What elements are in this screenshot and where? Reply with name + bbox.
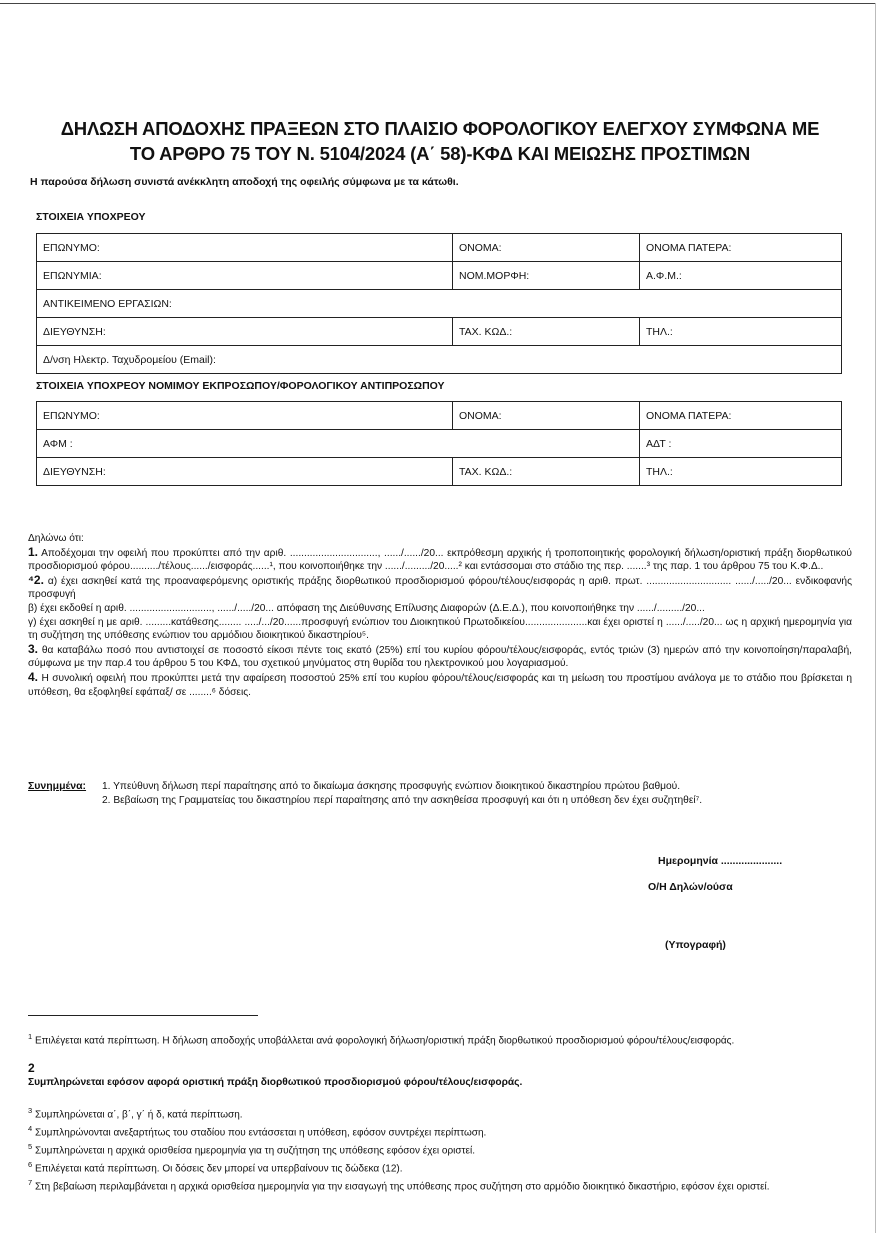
father-name-field[interactable]: ΟΝΟΜΑ ΠΑΤΕΡΑ: bbox=[640, 234, 842, 262]
paragraph-3-number: 3. bbox=[28, 641, 39, 656]
intro-text: Η παρούσα δήλωση συνιστά ανέκκλητη αποδοχή της οφειλής σύμφωνα με τα κάτωθι. bbox=[30, 176, 459, 188]
paragraph-3 bbox=[28, 643, 852, 671]
attachment-item-1: 1. Υπεύθυνη δήλωση περί παραίτησης από το δικαίωμα άσκησης προσφυγής ενώπιον διοικητικού δικαστηρίου πρώτου βαθμού. bbox=[102, 781, 681, 792]
representative-table bbox=[36, 401, 842, 486]
footnote-1-text: Επιλέγεται κατά περίπτωση. Η δήλωση αποδοχής υποβάλλεται ανά φορολογική δήλωση/οριστική πράξη διορθωτικού προσδιορισμού φόρου/τέλους/εισφοράς. bbox=[34, 1035, 735, 1047]
table-row bbox=[37, 402, 842, 430]
footnote-4 bbox=[28, 1122, 838, 1140]
date-line: Ημερομηνία ..................... bbox=[658, 855, 783, 867]
footnote-separator bbox=[28, 1015, 258, 1016]
table-row bbox=[37, 430, 842, 458]
address-field[interactable]: ΔΙΕΥΘΥΝΣΗ: bbox=[37, 318, 453, 346]
paragraph-2-number: ⁴2. bbox=[28, 572, 44, 587]
footnote-3 bbox=[28, 1104, 838, 1122]
phone-field[interactable]: ΤΗΛ.: bbox=[640, 318, 842, 346]
paragraph-4-number: 4. bbox=[28, 669, 39, 684]
footnote-7-text: Στη βεβαίωση περιλαμβάνεται η αρχικά ορισθείσα ημερομηνία για την εισαγωγή της υπόθεσης προς συζήτηση στο αρμόδιο διοικητικό δικαστήριο, εφόσον έχει οριστεί. bbox=[34, 1181, 770, 1193]
company-name-field[interactable]: ΕΠΩΝΥΜΙΑ: bbox=[37, 262, 453, 290]
paragraph-2c: γ) έχει ασκηθεί η με αριθ. .........κατάθεσης........ ...../.../20......προσφυγή ενώπιον του Διοικητικού Πρωτοδικείου......................και έχει οριστεί η ....../...../20... ως η αρχική ημερομηνία για τη συζήτηση της υπόθεσης ενώπιον του αρμόδιου διοικητικού δικαστηρίου⁵. bbox=[28, 616, 852, 642]
rep-phone-field[interactable]: ΤΗΛ.: bbox=[640, 458, 842, 486]
declare-heading: Δηλώνω ότι: bbox=[28, 533, 84, 544]
declaration-body bbox=[28, 532, 852, 699]
table-row bbox=[37, 318, 842, 346]
footnote-1-mark: 1 bbox=[28, 1032, 33, 1041]
signature-label: (Υπογραφή) bbox=[665, 939, 726, 951]
footnote-6-mark: 6 bbox=[28, 1160, 33, 1169]
name-field[interactable]: ΟΝΟΜΑ: bbox=[453, 234, 640, 262]
footnote-3-mark: 3 bbox=[28, 1106, 33, 1115]
paragraph-4-text: Η συνολική οφειλή που προκύπτει μετά την αφαίρεση ποσοστού 25% επί του κυρίου φόρου/τέλους/εισφοράς και τη μείωση του προστίμου ανάλογα με το στάδιο που βρίσκεται η υπόθεση, θα εξοφληθεί εφάπαξ/ σε ........⁶ δόσεις. bbox=[28, 672, 852, 698]
title-line-1: ΔΗΛΩΣΗ ΑΠΟΔΟΧΗΣ ΠΡΑΞΕΩΝ ΣΤΟ ΠΛΑΙΣΙΟ ΦΟΡΟΛΟΓΙΚΟΥ ΕΛΕΓΧΟΥ ΣΥΜΦΩΝΑ ΜΕ bbox=[60, 118, 820, 139]
legal-form-field[interactable]: ΝΟΜ.ΜΟΡΦΗ: bbox=[453, 262, 640, 290]
postcode-field[interactable]: ΤΑΧ. ΚΩΔ.: bbox=[453, 318, 640, 346]
footnote-5 bbox=[28, 1140, 838, 1158]
footnote-1 bbox=[28, 1030, 838, 1048]
activity-field[interactable]: ΑΝΤΙΚΕΙΜΕΝΟ ΕΡΓΑΣΙΩΝ: bbox=[37, 290, 842, 318]
page-top-border bbox=[0, 3, 875, 4]
attachments-list bbox=[102, 780, 842, 807]
afm-field[interactable]: Α.Φ.Μ.: bbox=[640, 262, 842, 290]
rep-name-field[interactable]: ΟΝΟΜΑ: bbox=[453, 402, 640, 430]
footnote-2 bbox=[28, 1062, 838, 1090]
attachments-label: Συνημμένα: bbox=[28, 780, 87, 792]
paragraph-2a-text: α) έχει ασκηθεί κατά της προαναφερόμενης οριστικής πράξης διορθωτικού προσδιορισμού φόρου/τέλους/εισφοράς η αριθ. πρωτ. .............................. ....../...../20... ενδικοφανής προσφυγή bbox=[28, 575, 852, 601]
paragraph-1-number: 1. bbox=[28, 544, 39, 559]
attachment-item-2: 2. Βεβαίωση της Γραμματείας του δικαστηρίου περί παραίτησης από την ασκηθείσα προσφυγή και ότι η υπόθεση δεν έχει συζητηθεί⁷. bbox=[102, 794, 703, 806]
paragraph-2b: β) έχει εκδοθεί η αριθ. ............................., ....../...../20... απόφαση της Διεύθυνσης Επίλυσης Διαφορών (Δ.Ε.Δ.), που κοινοποιήθηκε την ....../........./20... bbox=[28, 602, 705, 614]
section-representative-heading: ΣΤΟΙΧΕΙΑ ΥΠΟΧΡΕΟΥ ΝΟΜΙΜΟΥ ΕΚΠΡΟΣΩΠΟΥ/ΦΟΡΟΛΟΓΙΚΟΥ ΑΝΤΙΠΡΟΣΩΠΟΥ bbox=[36, 380, 445, 392]
footnote-2-text: Συμπληρώνεται εφόσον αφορά οριστική πράξη διορθωτικού προσδιορισμού φόρου/τέλους/εισφοράς. bbox=[28, 1077, 523, 1089]
paragraph-3-text: θα καταβάλω ποσό που αντιστοιχεί σε ποσοστό είκοσι πέντε τοις εκατό (25%) επί του κυρίου φόρου/τέλους/εισφοράς, εντός τριών (3) ημερών από την κοινοποίηση/παραλαβή, σύμφωνα με την παρ.4 του άρθρου 5 του ΚΦΔ, του σχετικού μηνύματος στη θυρίδα του ηλεκτρονικού μου λογαριασμού. bbox=[28, 644, 852, 670]
page-right-border bbox=[875, 3, 876, 1233]
footnote-6 bbox=[28, 1158, 838, 1176]
footnote-7 bbox=[28, 1176, 838, 1194]
section-obligor-heading: ΣΤΟΙΧΕΙΑ ΥΠΟΧΡΕΟΥ bbox=[36, 211, 146, 223]
rep-surname-field[interactable]: ΕΠΩΝΥΜΟ: bbox=[37, 402, 453, 430]
email-field[interactable]: Δ/νση Ηλεκτρ. Ταχυδρομείου (Email): bbox=[37, 346, 842, 374]
paragraph-4 bbox=[28, 671, 852, 699]
paragraph-1 bbox=[28, 546, 852, 574]
rep-postcode-field[interactable]: ΤΑΧ. ΚΩΔ.: bbox=[453, 458, 640, 486]
rep-afm-field[interactable]: ΑΦΜ : bbox=[37, 430, 640, 458]
title-line-2: ΤΟ ΑΡΘΡΟ 75 ΤΟΥ Ν. 5104/2024 (Α΄ 58)-ΚΦΔ ΚΑΙ ΜΕΙΩΣΗΣ ΠΡΟΣΤΙΜΩΝ bbox=[129, 143, 751, 164]
rep-address-field[interactable]: ΔΙΕΥΘΥΝΣΗ: bbox=[37, 458, 453, 486]
declarant-label: Ο/Η Δηλών/ούσα bbox=[648, 881, 733, 893]
footnote-5-mark: 5 bbox=[28, 1142, 33, 1151]
table-row bbox=[37, 346, 842, 374]
footnote-5-text: Συμπληρώνεται η αρχικά ορισθείσα ημερομηνία για τη συζήτηση της υπόθεσης εφόσον έχει οριστεί. bbox=[34, 1145, 475, 1157]
rep-father-name-field[interactable]: ΟΝΟΜΑ ΠΑΤΕΡΑ: bbox=[640, 402, 842, 430]
table-row bbox=[37, 234, 842, 262]
table-row bbox=[37, 262, 842, 290]
rep-adt-field[interactable]: ΑΔΤ : bbox=[640, 430, 842, 458]
footnote-3-text: Συμπληρώνεται α΄, β΄, γ΄ ή δ, κατά περίπτωση. bbox=[34, 1109, 243, 1121]
footnote-2-mark: 2 bbox=[28, 1061, 35, 1075]
footnote-4-text: Συμπληρώνονται ανεξαρτήτως του σταδίου που εντάσσεται η υπόθεση, εφόσον συντρέχει περίπτωση. bbox=[34, 1127, 487, 1139]
paragraph-1-text: Αποδέχομαι την οφειλή που προκύπτει από την αριθ. ..............................., ....../....../20... εκπρόθεσμη αρχικής ή τροποποιητικής φορολογική δήλωση/οριστική πράξη διορθωτικού προσδιορισμού φόρου........../τέλους....../εισφοράς......¹, που κοινοποιήθηκε την ....../........./20.....² και εντάσσομαι στο στάδιο της περ. .......³ της παρ. 1 του άρθρου 75 του Κ.Φ.Δ.. bbox=[28, 547, 852, 573]
table-row bbox=[37, 290, 842, 318]
footnote-6-text: Επιλέγεται κατά περίπτωση. Οι δόσεις δεν μπορεί να υπερβαίνουν τις δώδεκα (12). bbox=[34, 1163, 403, 1175]
paragraph-2a bbox=[28, 574, 852, 602]
obligor-table bbox=[36, 233, 842, 374]
footnote-7-mark: 7 bbox=[28, 1178, 33, 1187]
surname-field[interactable]: ΕΠΩΝΥΜΟ: bbox=[37, 234, 453, 262]
footnote-4-mark: 4 bbox=[28, 1124, 33, 1133]
document-title bbox=[20, 116, 860, 166]
table-row bbox=[37, 458, 842, 486]
